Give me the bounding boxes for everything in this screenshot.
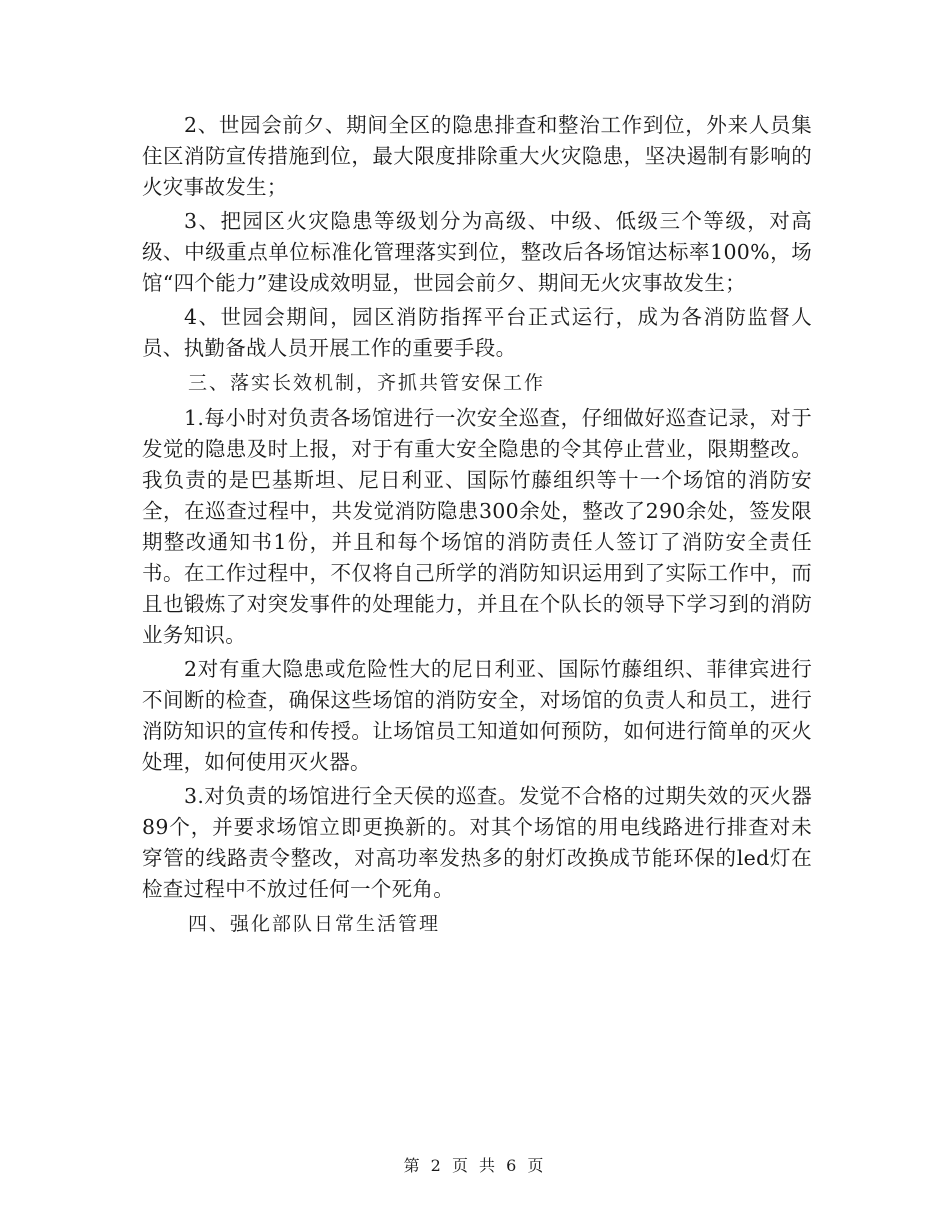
document-body [142, 110, 812, 940]
paragraph-item-3: 3、把园区火灾隐患等级划分为高级、中级、低级三个等级，对高级、中级重点单位标准化管理落实到位，整改后各场馆达标率100%，场馆“四个能力”建设成效明显，世园会前夕、期间无火灾事故发生； [142, 209, 812, 295]
paragraph-item-2: 2、世园会前夕、期间全区的隐患排查和整治工作到位，外来人员集住区消防宣传措施到位，最大限度排除重大火灾隐患，坚决遏制有影响的火灾事故发生； [142, 113, 812, 199]
paragraph-item-4: 4、世园会期间，园区消防指挥平台正式运行，成为各消防监督人员、执勤备战人员开展工作的重要手段。 [142, 305, 812, 360]
section-heading-4: 四、强化部队日常生活管理 [188, 913, 441, 935]
paragraph-patrol-2: 2对有重大隐患或危险性大的尼日利亚、国际竹藤组织、菲律宾进行不间断的检查，确保这些场馆的消防安全，对场馆的负责人和员工，进行消防知识的宣传和传授。让场馆员工知道如何预防，如何进行简单的灭火处理，如何使用灭火器。 [142, 657, 812, 774]
paragraph-patrol-1: 1.每小时对负责各场馆进行一次安全巡查，仔细做好巡查记录，对于发觉的隐患及时上报，对于有重大安全隐患的令其停止营业，限期整改。我负责的是巴基斯坦、尼日利亚、国际竹藤组织等十一个场馆的消防安全，在巡查过程中，共发觉消防隐患300余处，整改了290余处，签发限期整改通知书1份，并且和每个场馆的消防责任人签订了消防安全责任书。在工作过程中，不仅将自己所学的消防知识运用到了实际工作中，而且也锻炼了对突发事件的处理能力，并且在个队长的领导下学习到的消防业务知识。 [142, 406, 812, 647]
section-heading-3: 三、落实长效机制，齐抓共管安保工作 [188, 372, 546, 394]
paragraph-patrol-3: 3.对负责的场馆进行全天侯的巡查。发觉不合格的过期失效的灭火器89个，并要求场馆立即更换新的。对其个场馆的用电线路进行排查对未穿管的线路责令整改，对高功率发热多的射灯改换成节能环保的led灯在检查过程中不放过任何一个死角。 [142, 784, 812, 901]
page-number-footer: 第 2 页 共 6 页 [403, 1156, 547, 1175]
